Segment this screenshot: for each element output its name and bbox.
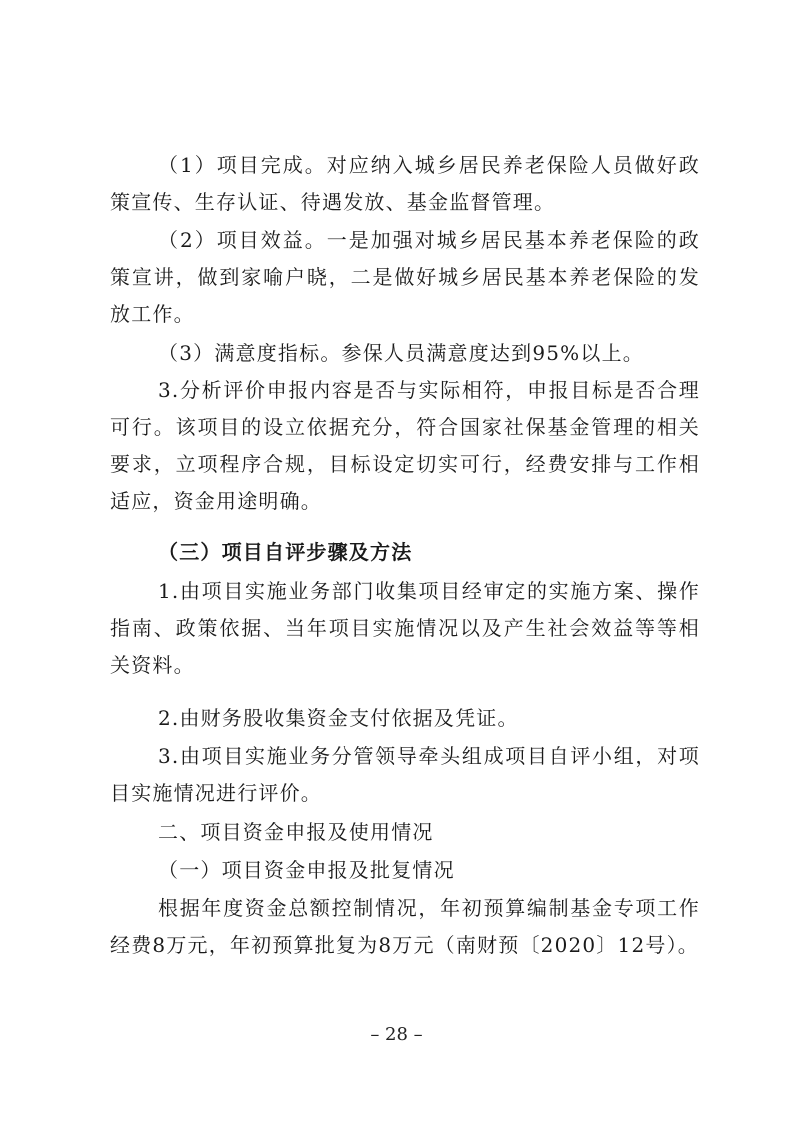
paragraph-satisfaction-indicator: （3）满意度指标。参保人员满意度达到95%以上。 <box>158 341 644 365</box>
paragraph-project-benefit: （2）项目效益。一是加强对城乡居民基本养老保险的政策宣讲，做到家喻户晓，二是做好城乡居民基本养老保险的发放工作。 <box>110 228 700 326</box>
section-heading-fund-application: 二、项目资金申报及使用情况 <box>158 820 434 844</box>
paragraph-step-3: 3.由项目实施业务分管领导牵头组成项目自评小组，对项目实施情况进行评价。 <box>110 744 700 805</box>
paragraph-step-2: 2.由财务股收集资金支付依据及凭证。 <box>158 706 519 730</box>
subsection-heading-fund-approval: （一）项目资金申报及批复情况 <box>158 858 455 882</box>
paragraph-project-completion: （1）项目完成。对应纳入城乡居民养老保险人员做好政策宣传、生存认证、待遇发放、基金监督管理。 <box>110 153 700 214</box>
paragraph-analysis-evaluation: 3.分析评价申报内容是否与实际相符，申报目标是否合理可行。该项目的设立依据充分，符合国家社保基金管理的相关要求，立项程序合规，目标设定切实可行，经费安排与工作相适应，资金用途明确。 <box>110 378 700 513</box>
section-heading-self-evaluation-steps: （三）项目自评步骤及方法 <box>158 540 413 564</box>
paragraph-step-1: 1.由项目实施业务部门收集项目经审定的实施方案、操作指南、政策依据、当年项目实施情况以及产生社会效益等等相关资料。 <box>110 579 700 677</box>
paragraph-budget-details: 根据年度资金总额控制情况，年初预算编制基金专项工作经费8万元，年初预算批复为8万元（南财预〔2020〕12号）。 <box>110 896 700 957</box>
page-number: – 28 – <box>370 1024 423 1045</box>
